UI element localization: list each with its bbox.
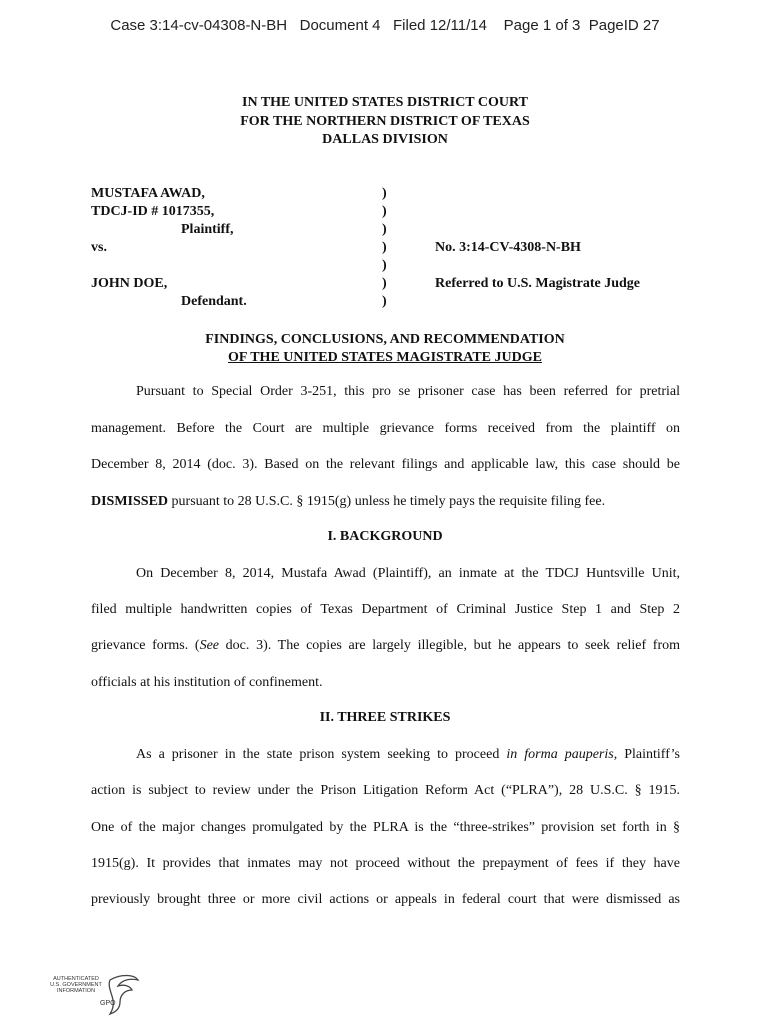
section-heading-background: I. BACKGROUND xyxy=(327,529,443,544)
caption-bracket: ) xyxy=(382,222,387,237)
caption-bracket: ) xyxy=(382,294,387,309)
dismissed-term: DISMISSED xyxy=(91,494,169,509)
gpo-authentication-logo xyxy=(40,972,140,1016)
court-heading-line: IN THE UNITED STATES DISTRICT COURT xyxy=(242,95,528,110)
court-heading xyxy=(0,94,770,150)
document-number: Document 4 xyxy=(299,17,381,34)
gpo-label-line: U.S. GOVERNMENT xyxy=(50,982,102,988)
defendant-role: Defendant. xyxy=(181,294,247,309)
background-line: filed multiple handwritten copies of Texas Department of Criminal Justice Step 1 and Step 2 xyxy=(91,602,680,617)
title-line: FINDINGS, CONCLUSIONS, AND RECOMMENDATION xyxy=(205,332,565,347)
referral-note: Referred to U.S. Magistrate Judge xyxy=(435,276,641,291)
intro-line-rest: pursuant to 28 U.S.C. § 1915(g) unless he timely pays the requisite filing fee. xyxy=(168,494,606,509)
plaintiff-name: MUSTAFA AWAD, xyxy=(91,186,205,201)
background-line: officials at his institution of confinement. xyxy=(91,675,323,690)
gpo-mark: GPO xyxy=(100,1000,116,1007)
caption-bracket: ) xyxy=(382,204,387,219)
intro-line: Pursuant to Special Order 3-251, this pro se prisoner case has been referred for pretrial xyxy=(136,384,680,399)
strikes-text: , Plaintiff’s xyxy=(613,747,680,762)
caption-bracket: ) xyxy=(382,276,387,291)
case-number: No. 3:14-CV-4308-N-BH xyxy=(435,240,581,255)
title-line: OF THE UNITED STATES MAGISTRATE JUDGE xyxy=(228,350,542,365)
strikes-line: action is subject to review under the Prison Litigation Reform Act (“PLRA”), 28 U.S.C. § 1915. xyxy=(91,783,680,798)
background-text: grievance forms. ( xyxy=(91,638,200,653)
filed-date: Filed 12/11/14 xyxy=(393,17,487,34)
strikes-text: As a prisoner in the state prison system seeking to proceed xyxy=(136,747,507,762)
gpo-label-line: AUTHENTICATED xyxy=(53,976,99,982)
ifp-term: in forma pauperis xyxy=(506,747,614,762)
intro-line: management. Before the Court are multiple grievance forms received from the plaintiff on xyxy=(91,421,680,436)
intro-line: December 8, 2014 (doc. 3). Based on the relevant filings and applicable law, this case should be xyxy=(91,457,680,472)
caption-bracket: ) xyxy=(382,240,387,255)
court-heading-line: FOR THE NORTHERN DISTRICT OF TEXAS xyxy=(240,113,530,129)
background-line: On December 8, 2014, Mustafa Awad (Plaintiff), an inmate at the TDCJ Huntsville Unit, xyxy=(136,566,680,581)
page-id: PageID 27 xyxy=(588,17,660,34)
strikes-line: 1915(g). It provides that inmates may not proceed without the prepayment of fees if they have xyxy=(91,856,680,871)
strikes-line xyxy=(91,746,680,764)
gpo-label-line: INFORMATION xyxy=(56,988,96,994)
section-heading-three-strikes: II. THREE STRIKES xyxy=(319,710,451,725)
eagle-icon xyxy=(106,972,140,1016)
caption-bracket: ) xyxy=(382,258,387,273)
page-count: Page 1 of 3 xyxy=(503,17,581,34)
strikes-line: previously brought three or more civil actions or appeals in federal court that were dismissed as xyxy=(91,892,680,907)
case-number-stamp: Case 3:14-cv-04308-N-BH xyxy=(110,17,288,34)
court-heading-line: DALLAS DIVISION xyxy=(322,132,448,147)
see-citation: See xyxy=(199,638,220,653)
gpo-label xyxy=(40,976,112,994)
versus: vs. xyxy=(91,240,107,255)
background-text: doc. 3). The copies are largely illegible, but he appears to seek relief from xyxy=(219,638,680,653)
plaintiff-role: Plaintiff, xyxy=(181,222,234,237)
filing-stamp xyxy=(0,17,770,34)
intro-line xyxy=(91,493,680,511)
strikes-line: One of the major changes promulgated by the PLRA is the “three-strikes” provision set forth in § xyxy=(91,820,680,835)
caption-bracket: ) xyxy=(382,186,387,201)
defendant-name: JOHN DOE, xyxy=(91,276,168,291)
plaintiff-id: TDCJ-ID # 1017355, xyxy=(91,204,215,219)
background-line xyxy=(91,637,680,655)
document-title xyxy=(0,331,770,367)
